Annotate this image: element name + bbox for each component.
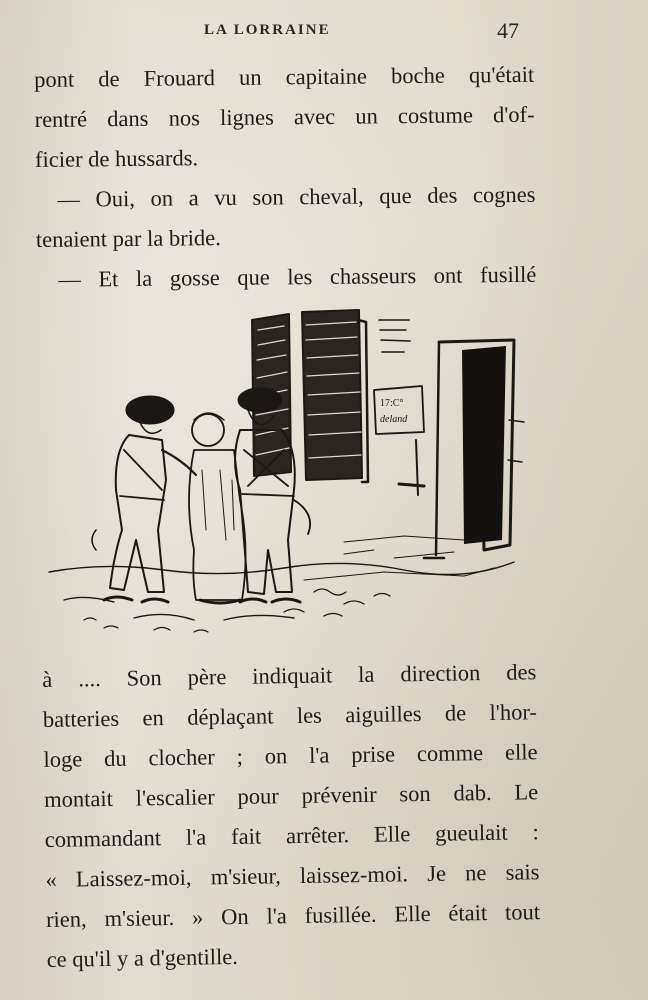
doorway: [424, 340, 524, 558]
text-line: tenaient par la bride.: [35, 225, 221, 252]
text-line: batteries en déplaçant les aiguilles de l'hor-: [42, 699, 538, 732]
soldier-left-figure: [92, 396, 196, 602]
sign-text-2: deland: [380, 414, 408, 425]
text-line: commandant l'a fait arrêter. Elle gueulait :: [44, 819, 539, 852]
text-line: ce qu'il y a d'gentille.: [46, 943, 239, 972]
text-line: ficier de hussards.: [34, 145, 199, 172]
text-line: rentré dans nos lignes avec un costume d'of-: [34, 101, 535, 132]
text-line: à .... Son père indiquait la direction des: [42, 659, 537, 692]
window-shutter-right: [302, 310, 368, 482]
wall-sign: [374, 320, 424, 495]
bottom-text-block: [42, 652, 541, 980]
ground-shading: [49, 536, 514, 632]
text-line: pont de Frouard un capitaine boche qu'était: [34, 61, 535, 92]
page-number: 47: [497, 18, 519, 43]
text-line: — Et la gosse que les chasseurs ont fusillé: [58, 261, 537, 292]
top-text-block: [34, 55, 536, 300]
text-line: — Oui, on a vu son cheval, que des cognes: [57, 181, 536, 212]
text-line: rien, m'sieur. » On l'a fusillée. Elle était tout: [45, 899, 541, 932]
ink-illustration: [44, 300, 534, 650]
sign-text-1: 17:C°: [380, 398, 404, 409]
text-line: montait l'escalier pour prévenir son dab. Le: [43, 779, 539, 812]
text-line: loge du clocher ; on l'a prise comme elle: [43, 739, 538, 772]
running-head: LA LORRAINE: [204, 22, 331, 38]
text-line: « Laissez-moi, m'sieur, laissez-moi. Je ne sais: [45, 859, 540, 892]
